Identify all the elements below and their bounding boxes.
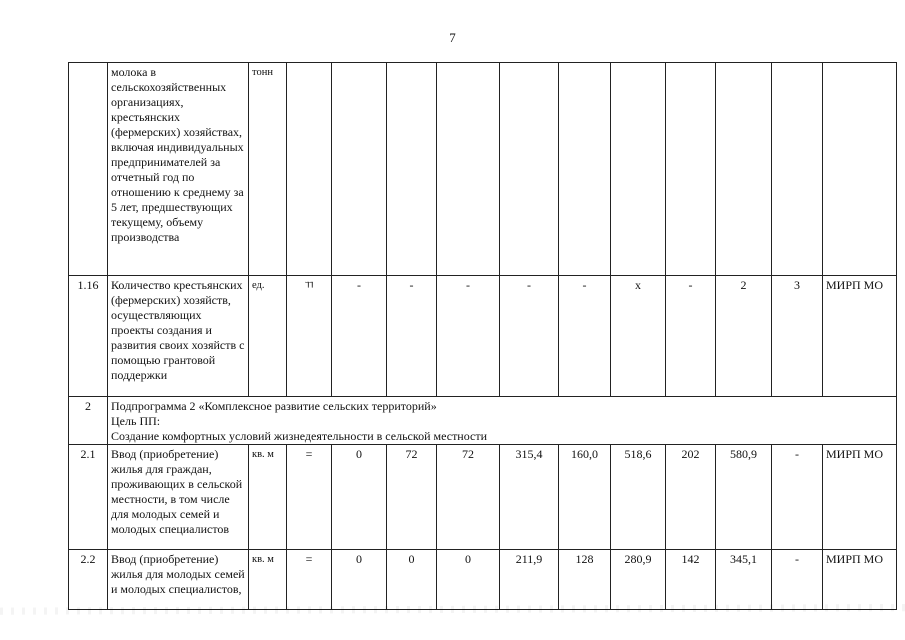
value-cell: - [387,276,437,397]
value-cell [666,63,716,276]
value-cell [500,63,559,276]
value-cell: = [287,445,332,550]
row-number: 2.2 [69,550,108,610]
value-cell: 3 [772,276,823,397]
responsible-cell [823,63,897,276]
value-cell: 2 [716,276,772,397]
value-cell [287,63,332,276]
responsible-cell: МИРП МО [823,445,897,550]
subprogram-title: Подпрограмма 2 «Комплексное развитие сельских территорий» [111,399,437,413]
value-cell: 518,6 [611,445,666,550]
value-cell [387,63,437,276]
row-number: 2 [69,397,108,445]
value-cell: - [332,276,387,397]
indicator-name: Ввод (приобретение) жилья для граждан, проживающих в сельской местности, в том числе для молодых семей и молодых специалистов [108,445,249,550]
value-cell: 345,1 [716,550,772,610]
row-number: 1.16 [69,276,108,397]
value-cell: ﾢ [287,276,332,397]
value-cell: 315,4 [500,445,559,550]
table-row [69,276,897,397]
indicator-name: Ввод (приобретение) жилья для молодых семей и молодых специалистов, [108,550,249,610]
value-cell [716,63,772,276]
unit-cell: ед. [249,276,287,397]
value-cell [332,63,387,276]
value-cell: 72 [387,445,437,550]
value-cell: - [772,445,823,550]
row-number [69,63,108,276]
value-cell: 280,9 [611,550,666,610]
table-row [69,445,897,550]
subprogram-goal-label: Цель ПП: [111,414,161,428]
unit-cell: кв. м [249,550,287,610]
value-cell: = [287,550,332,610]
indicator-name: Количество крестьянских (фермерских) хозяйств, осуществляющих проекты создания и развития своих хозяйств с помощью грантовой поддержки [108,276,249,397]
value-cell: х [611,276,666,397]
value-cell: 142 [666,550,716,610]
value-cell: 202 [666,445,716,550]
value-cell: 0 [387,550,437,610]
value-cell [437,63,500,276]
value-cell: 72 [437,445,500,550]
subprogram-goal: Создание комфортных условий жизнедеятельности в сельской местности [111,429,488,443]
value-cell [559,63,611,276]
value-cell: 160,0 [559,445,611,550]
table-row [69,550,897,610]
responsible-cell: МИРП МО [823,550,897,610]
value-cell: 211,9 [500,550,559,610]
subprogram-row [69,397,897,445]
value-cell: - [772,550,823,610]
scan-noise [0,604,905,640]
unit-cell: тонн [249,63,287,276]
value-cell: 0 [332,445,387,550]
value-cell: 0 [437,550,500,610]
row-number: 2.1 [69,445,108,550]
value-cell: - [559,276,611,397]
page-number: 7 [449,30,456,45]
subprogram-cell [108,397,897,445]
value-cell: 0 [332,550,387,610]
responsible-cell: МИРП МО [823,276,897,397]
value-cell [611,63,666,276]
value-cell [772,63,823,276]
table-row [69,63,897,276]
indicators-table [68,62,897,610]
value-cell: 580,9 [716,445,772,550]
value-cell: 128 [559,550,611,610]
unit-cell: кв. м [249,445,287,550]
value-cell: - [500,276,559,397]
indicator-name: молока в сельскохозяйственных организациях, крестьянских (фермерских) хозяйствах, включая индивидуальных предпринимателей за отчетный год по отношению к среднему за 5 лет, предшествующих текущему, объему производства [108,63,249,276]
value-cell: - [666,276,716,397]
value-cell: - [437,276,500,397]
